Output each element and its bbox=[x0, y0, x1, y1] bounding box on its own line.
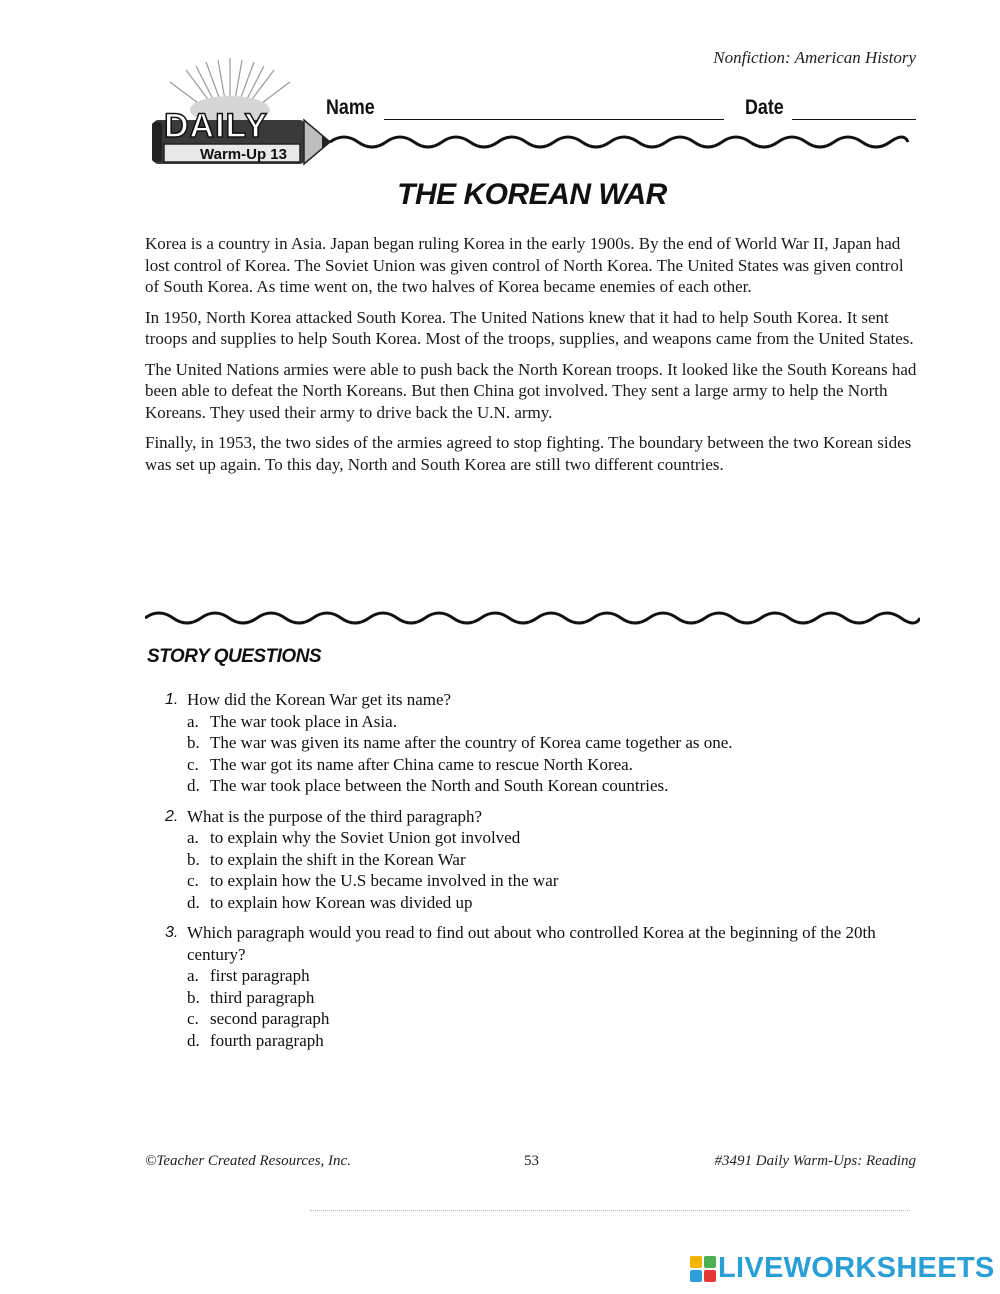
answer-option[interactable]: d. fourth paragraph bbox=[187, 1030, 324, 1050]
answer-option[interactable]: a. The war took place in Asia. bbox=[187, 711, 397, 731]
question-text: How did the Korean War get its name? bbox=[187, 690, 452, 709]
name-input-line[interactable] bbox=[384, 119, 724, 120]
header-wave-divider bbox=[330, 137, 908, 147]
reading-passage bbox=[145, 233, 920, 484]
answer-option[interactable]: a. first paragraph bbox=[187, 966, 310, 985]
paragraph-4: Finally, in 1953, the two sides of the armies agreed to stop fighting. The boundary between the two Korean sides was set up again. To this day, North and South Korea are still two different countries. bbox=[145, 433, 912, 474]
question-3 bbox=[165, 922, 885, 1051]
answer-option[interactable]: b. The war was given its name after the country of Korea came together as one. bbox=[187, 733, 733, 752]
scan-artifact-divider bbox=[310, 1210, 910, 1213]
section-wave-divider bbox=[145, 604, 920, 634]
liveworksheets-brand[interactable] bbox=[690, 1252, 995, 1285]
question-number: 2. bbox=[165, 807, 179, 825]
date-label: Date bbox=[745, 96, 784, 119]
warmup-label: Warm-Up 13 bbox=[200, 146, 287, 163]
question-number: 1. bbox=[165, 691, 179, 708]
answer-option[interactable]: a. to explain why the Soviet Union got involved bbox=[187, 828, 521, 847]
brand-name: LIVEWORKSHEETS bbox=[718, 1252, 995, 1284]
liveworksheets-logo-icon bbox=[690, 1256, 716, 1282]
paragraph-2: In 1950, North Korea attacked South Korea. The United Nations knew that it had to help South Korea. It sent troops and supplies to help South Korea. Most of the troops, supplies, and weapons came from the United States. bbox=[145, 307, 914, 348]
question-text: What is the purpose of the third paragraph? bbox=[187, 806, 483, 826]
question-text: Which paragraph would you read to find out about who controlled Korea at the beginning of the 20th century? bbox=[187, 923, 876, 964]
answer-option[interactable]: b. to explain the shift in the Korean War bbox=[187, 849, 466, 869]
footer-publisher: ©Teacher Created Resources, Inc. bbox=[145, 1153, 351, 1169]
page-title: THE KOREAN WAR bbox=[397, 178, 667, 211]
story-questions-heading: STORY QUESTIONS bbox=[147, 646, 322, 667]
paragraph-3: The United Nations armies were able to push back the North Korean troops. It looked like the South Koreans had been able to defeat the North Koreans. But then China got involved. They sent a large army to help the North Koreans. They used their army to drive back the U.N. army. bbox=[145, 359, 917, 422]
answer-option[interactable]: d. The war took place between the North and South Korean countries. bbox=[187, 776, 669, 795]
question-2 bbox=[165, 806, 885, 914]
daily-warmup-logo bbox=[140, 58, 920, 170]
answer-option[interactable]: b. third paragraph bbox=[187, 987, 315, 1007]
name-label: Name bbox=[326, 96, 375, 119]
logo-text: DAILY bbox=[164, 107, 268, 145]
answer-option[interactable]: c. second paragraph bbox=[187, 1009, 330, 1028]
question-list bbox=[165, 689, 885, 1060]
answer-option[interactable]: d. to explain how Korean was divided up bbox=[187, 892, 473, 912]
paragraph-1: Korea is a country in Asia. Japan began ruling Korea in the early 1900s. By the end of World War II, Japan had lost control of Korea. The Soviet Union was given control of North Korea. The United States was given control of South Korea. As time went on, the two halves of Korea became enemies of each other. bbox=[145, 234, 904, 296]
question-number: 3. bbox=[165, 924, 179, 941]
answer-option[interactable]: c. to explain how the U.S became involved in the war bbox=[187, 871, 559, 890]
question-1 bbox=[165, 689, 885, 797]
category-label: Nonfiction: American History bbox=[713, 48, 916, 67]
answer-option[interactable]: c. The war got its name after China came to rescue North Korea. bbox=[187, 754, 633, 774]
footer-page-number: 53 bbox=[524, 1153, 539, 1169]
footer-book-title: #3491 Daily Warm-Ups: Reading bbox=[714, 1153, 916, 1169]
date-input-line[interactable] bbox=[792, 119, 916, 120]
